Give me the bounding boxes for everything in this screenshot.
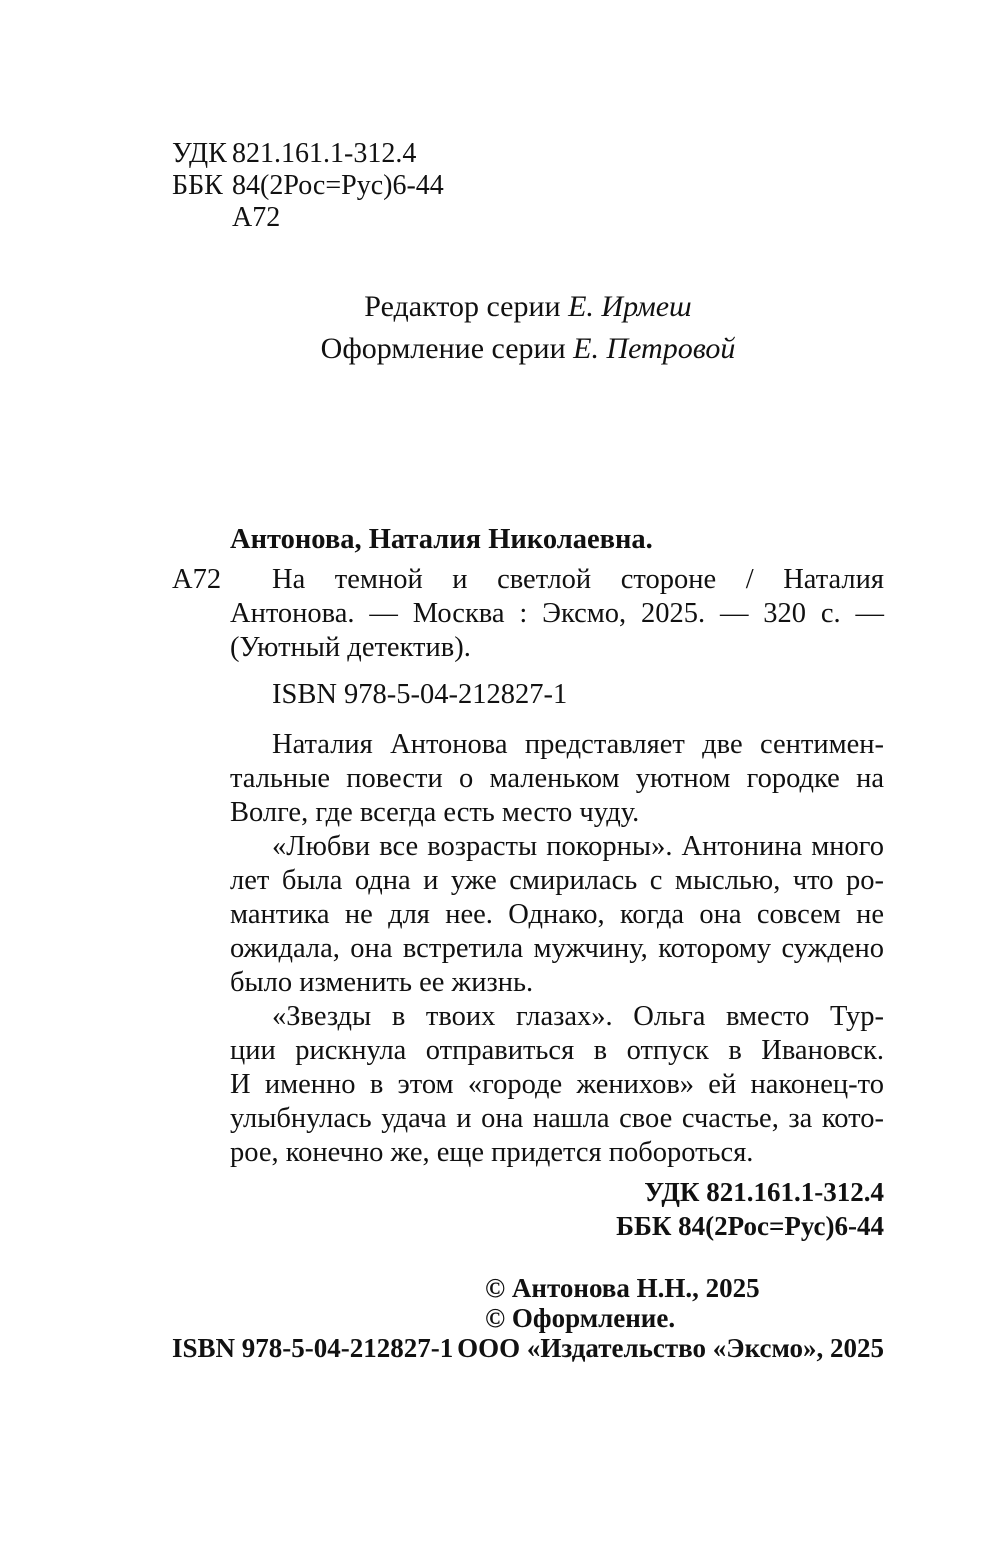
copyright-author: © Антонова Н.Н., 2025 <box>485 1273 760 1303</box>
annotation-line: улыбнулась удача и она нашла свое счастье, за кото- <box>230 1103 884 1134</box>
editor-line <box>0 286 1000 328</box>
biblio-line-3: (Уютный детектив). <box>230 632 471 663</box>
annotation-line: тальные повести о маленьком уютном городке на <box>230 763 884 794</box>
footer-isbn: ISBN 978-5-04-212827-1 <box>172 1333 454 1363</box>
entry-isbn: ISBN 978-5-04-212827-1 <box>272 679 568 710</box>
footer-udk: УДК 821.161.1-312.4 <box>644 1177 884 1207</box>
annotation-line: было изменить ее жизнь. <box>230 967 534 998</box>
footer-bbk: ББК 84(2Рос=Рус)6-44 <box>616 1211 884 1241</box>
annotation-line: мантика не для нее. Однако, когда она совсем не <box>230 899 884 930</box>
copyright-publisher: ООО «Издательство «Эксмо», 2025 <box>457 1333 884 1363</box>
design-prefix: Оформление серии <box>320 332 566 365</box>
bbk-label: ББК <box>172 170 223 201</box>
editor-name: Е. Ирмеш <box>568 290 692 323</box>
annotation-line: Наталия Антонова представляет две сентимен- <box>272 729 884 760</box>
annotation-line: «Любви все возрасты покорны». Антонина много <box>272 831 884 862</box>
annotation-line: Волге, где всегда есть место чуду. <box>230 797 640 828</box>
annotation-line: «Звезды в твоих глазах». Ольга вместо Тур- <box>272 1001 884 1032</box>
editor-prefix: Редактор серии <box>364 290 561 323</box>
biblio-line-1: На темной и светлой стороне / Наталия <box>272 564 884 595</box>
entry-heading: Антонова, Наталия Николаевна. <box>230 524 653 555</box>
design-name: Е. Петровой <box>573 332 736 365</box>
bbk-value: 84(2Рос=Рус)6-44 <box>232 170 444 201</box>
annotation-line: ожидала, она встретила мужчину, которому суждено <box>230 933 884 964</box>
author-mark-entry: А72 <box>172 564 222 595</box>
author-mark-top: А72 <box>232 202 281 233</box>
annotation-line: рое, конечно же, еще придется побороться. <box>230 1137 754 1168</box>
annotation-line: И именно в этом «городе женихов» ей наконец-то <box>230 1069 884 1100</box>
design-line <box>0 328 1000 370</box>
annotation-line: лет была одна и уже смирилась с мыслью, что ро- <box>230 865 884 896</box>
udk-value: 821.161.1-312.4 <box>232 138 417 169</box>
udk-label: УДК <box>172 138 227 169</box>
annotation-line: ции рискнула отправиться в отпуск в Ивановск. <box>230 1035 884 1066</box>
series-credits <box>0 286 1000 370</box>
copyright-design: © Оформление. <box>485 1303 676 1333</box>
biblio-line-2: Антонова. — Москва : Эксмо, 2025. — 320 с. — <box>230 598 884 629</box>
